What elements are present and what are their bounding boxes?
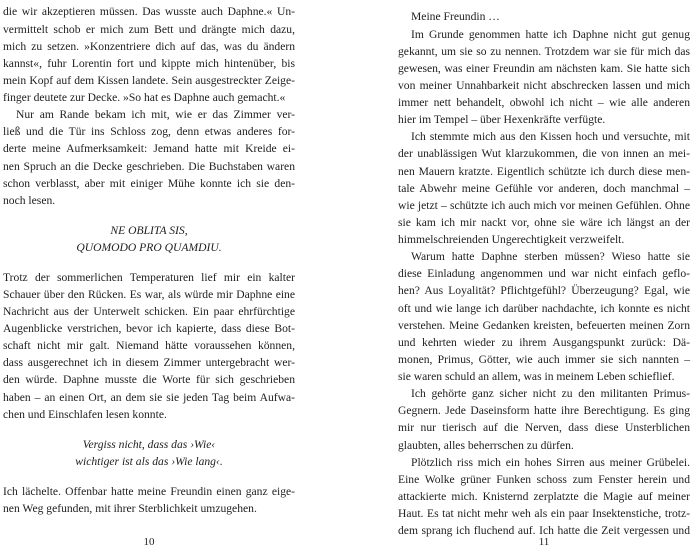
text-line: Schauer über den Rücken. Es war, als würde mir Daphne eine	[3, 287, 295, 301]
text-line: mein Kopf auf dem Kissen landete. Sein ausgestreckter Zeige-	[3, 73, 295, 87]
translation-line: Vergiss nicht, dass das ›Wie‹	[82, 437, 216, 451]
text-line: diese Einladung angenommen und war nicht einfach geflo-	[398, 267, 690, 281]
text-line: glaubten, alles beherrschen zu dürfen.	[398, 438, 574, 452]
text-line: sie waren schuld an allem, was in meinem Leben schieflief.	[398, 370, 675, 384]
left-page	[3, 0, 295, 557]
text-line: Im Grunde genommen hatte ich Daphne nicht gut genug	[411, 27, 690, 41]
paragraph-spacer	[3, 256, 295, 269]
paragraph	[398, 8, 690, 25]
text-line: himmelschreienden Ungerechtigkeit verzweifelt.	[398, 233, 625, 247]
right-page	[398, 0, 690, 557]
text-line: nen Mauern kratzte. Eigentlich schützte ich durch diese men-	[398, 164, 690, 178]
page-number: 11	[538, 536, 550, 548]
text-line: Warum hatte Daphne sterben müssen? Wieso hatte sie	[411, 250, 690, 264]
text-line: finger deutete zur Decke. »So hat es Daphne auch gemacht.«	[3, 91, 286, 105]
text-line: dass ausgerechnet ich in diesem Zimmer untergebracht wer-	[3, 356, 295, 370]
text-line: noch lesen.	[3, 193, 56, 207]
text-line: Nur am Rande bekam ich mit, wie er das Zimmer ver-	[16, 108, 295, 122]
inscription-translation	[3, 436, 295, 470]
text-line: derte meine Aufmerksamkeit: Jemand hatte mit Kreide ei-	[3, 142, 295, 156]
text-line: Ich stemmte mich aus den Kissen hoch und versuchte, mit	[411, 130, 690, 144]
text-line: haben – an einen Ort, an dem sie sie jeden Tag beim Aufwa-	[3, 390, 295, 404]
page-text	[398, 8, 690, 539]
paragraph	[398, 26, 690, 129]
inscription	[3, 222, 295, 256]
inscription-line: QUOMODO PRO QUAMDIU.	[76, 240, 222, 254]
text-line: chen und Einschlafen lesen konnte.	[3, 407, 167, 421]
text-line: monen, Primus, Götter, wie auch immer sie sich nannten –	[398, 352, 690, 366]
text-line: oft und wie lange ich darüber nachdachte, ich konnte es nicht	[398, 301, 690, 315]
text-line: kannst«, fuhr Lorentin fort und kippte mich hintenüber, bis	[3, 56, 295, 70]
text-line: den würde. Daphne musste die Worte für sich geschrieben	[3, 373, 295, 387]
text-line: wie jetzt – schützte ich auch mich vor meinen Gefühlen. Ohne	[398, 198, 690, 212]
text-line: sie kam ich mir nackt vor, ohne sie wäre ich längst an der	[398, 215, 690, 229]
paragraph	[3, 483, 295, 517]
paragraph	[3, 3, 295, 106]
translation-line: wichtiger ist als das ›Wie lang‹.	[75, 454, 223, 468]
paragraph	[3, 106, 295, 209]
page-text	[3, 3, 295, 517]
text-line: Trotz der sommerlichen Temperaturen lief mir ein kalter	[3, 270, 295, 284]
text-line: Haut. Es tat nicht mehr weh als ein paar Insektenstiche, trotz-	[398, 507, 690, 521]
page-number: 10	[143, 536, 155, 548]
inscription-line: NE OBLITA SIS,	[110, 223, 188, 237]
text-line: nen Spruch an die Decke geschrieben. Die Buchstaben waren	[3, 159, 295, 173]
text-line: der unablässigen Wut klarzukommen, die von innen an mei-	[398, 147, 690, 161]
text-line: hier im Tempel – über Hexenkräfte verfügte.	[398, 113, 606, 127]
paragraph	[398, 454, 690, 540]
text-line: schaft nicht mir galt. Niemand hätte voraussehen können,	[3, 339, 295, 353]
text-line: Meine Freundin …	[411, 10, 500, 24]
text-line: mir nur tierisch auf die Nerven, dass diese Unsterblichen	[398, 421, 690, 435]
text-line: mich zu setzen. »Konzentriere dich auf das, was du ändern	[3, 39, 295, 53]
text-line: Nachricht aus der Unterwelt schicken. Ein paar ehrfürchtige	[3, 304, 295, 318]
text-line: attackierte mich. Knisternd zerplatzte die Magie auf meiner	[398, 489, 690, 503]
text-line: Ich gehörte ganz sicher nicht zu den militanten Primus-	[411, 387, 690, 401]
text-line: vermittelt schob er mich zum Bett und drängte mich dazu,	[3, 22, 295, 36]
text-line: die wir akzeptieren müssen. Das wusste auch Daphne.« Un-	[3, 5, 295, 19]
text-line: schon verblasst, aber mit einiger Mühe konnte ich sie den-	[3, 176, 295, 190]
text-line: von meiner Unnahbarkeit nicht abschrecken lassen und mich	[398, 78, 690, 92]
text-line: nen Weg gefunden, mit ihrer Sterblichkeit umzugehen.	[3, 501, 257, 515]
text-line: Gegnern. Jede Daseinsform hatte ihre Berechtigung. Es ging	[398, 404, 690, 418]
text-line: ließ und die Tür ins Schloss zog, denn etwas anderes for-	[3, 125, 295, 139]
paragraph	[3, 269, 295, 423]
text-line: gewesen, was einer Freundin am nächsten kam. Sie hatte sich	[398, 61, 690, 75]
paragraph-spacer	[3, 423, 295, 436]
text-line: hen? Aus Loyalität? Pflichtgefühl? Überzeugung? Egal, wie	[398, 284, 690, 298]
paragraph	[398, 128, 690, 248]
text-line: Ich lächelte. Offenbar hatte meine Freundin einen ganz eige-	[3, 484, 295, 498]
paragraph	[398, 385, 690, 454]
text-line: und kehrten wieder zu ihrem Ausgangspunkt zurück: Dä-	[398, 335, 690, 349]
paragraph	[398, 248, 690, 385]
paragraph-spacer	[3, 470, 295, 483]
text-line: immer nett behandelt, obwohl ich nicht – wie alle anderen	[398, 96, 690, 110]
text-line: gekannt, um sie so zu nennen. Trotzdem war sie für mich das	[398, 44, 690, 58]
paragraph-spacer	[3, 209, 295, 222]
text-line: Eine Wolke grüner Funken schoss zum Fenster herein und	[398, 472, 690, 486]
text-line: dem sprang ich fluchend auf. Ich hatte die Zeit vergessen und	[398, 524, 690, 538]
text-line: verstehen. Meine Gedanken kreisten, befeuerten meinen Zorn	[398, 318, 690, 332]
text-line: Augenblicke verstrichen, bevor ich kapierte, dass diese Bot-	[3, 322, 295, 336]
text-line: tale Abwehr meine Gefühle vor anderen, doch manchmal –	[398, 181, 690, 195]
text-line: Plötzlich riss mich ein hohes Sirren aus meiner Grübelei.	[411, 455, 690, 469]
